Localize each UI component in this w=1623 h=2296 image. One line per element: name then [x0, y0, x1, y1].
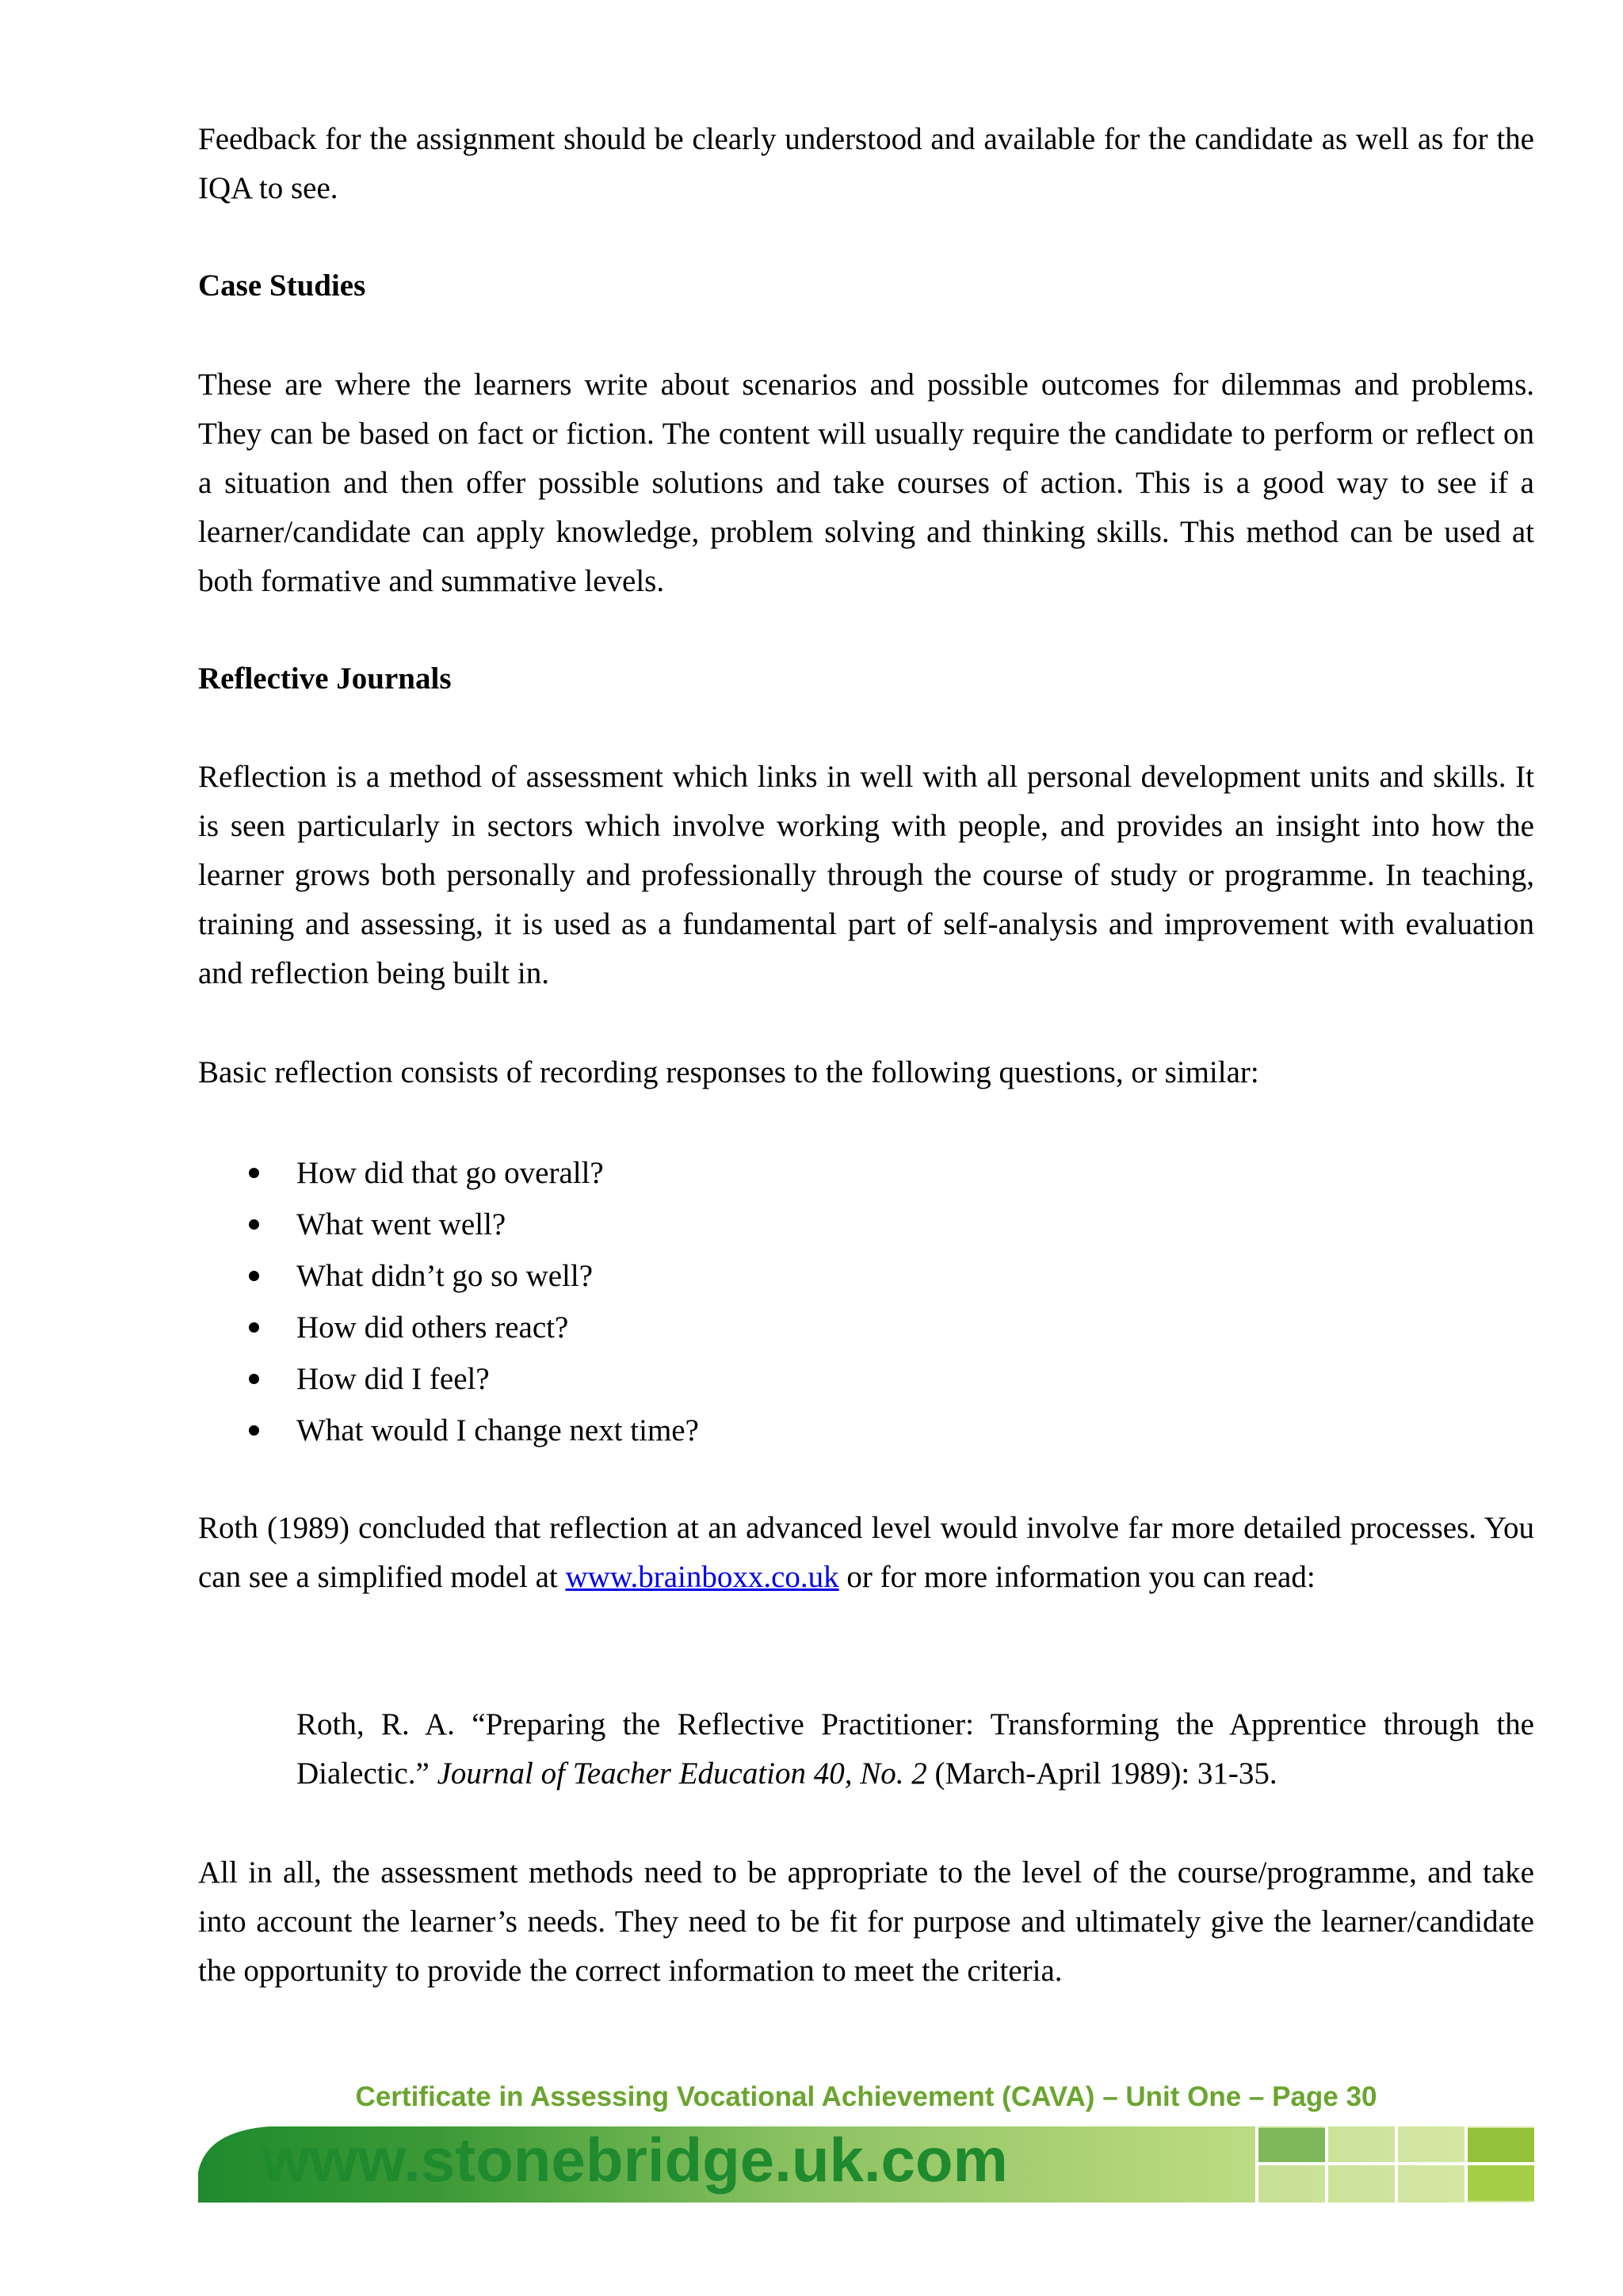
- basic-reflection-text: Basic reflection consists of recording responses to the following questions, or similar:: [198, 1055, 1259, 1089]
- bullet-icon: [249, 1425, 259, 1436]
- conclusion-paragraph: [198, 1848, 1534, 1996]
- reference-author-title: Roth, R. A. “Preparing the Reflective Practitioner: Transforming the Apprentice through the Dialectic.”: [296, 1707, 1534, 1791]
- question-text: How did that go overall?: [296, 1156, 604, 1190]
- conclusion-text: All in all, the assessment methods need to be appropriate to the level of the course/programme, and take into account the learner’s needs. They need to be fit for purpose and ultimately give the learner/candidate the opportunity to provide the correct information to meet the criteria.: [198, 1855, 1534, 1988]
- bullet-icon: [249, 1374, 259, 1384]
- question-text: How did I feel?: [296, 1362, 490, 1396]
- list-item: [198, 1250, 699, 1302]
- question-text: What didn’t go so well?: [296, 1259, 594, 1293]
- roth-text-start: Roth (1989) concluded that reflection at an advanced level would involve far more detailed processes. You can see a simplified model at: [198, 1511, 1534, 1594]
- case-studies-paragraph: [198, 360, 1534, 606]
- grid-cell: [1258, 2128, 1325, 2162]
- list-item: [198, 1405, 699, 1456]
- question-text: What went well?: [296, 1207, 506, 1241]
- grid-cell: [1468, 2128, 1534, 2162]
- reflection-questions-list: [198, 1147, 699, 1456]
- reference-date-pages: (March-April 1989): 31-35.: [926, 1756, 1277, 1791]
- intro-paragraph: [198, 115, 1534, 213]
- question-text: What would I change next time?: [296, 1413, 699, 1447]
- list-item: [198, 1353, 699, 1405]
- roth-paragraph: [198, 1504, 1534, 1602]
- reflection-paragraph: [198, 753, 1534, 998]
- bullet-icon: [249, 1322, 259, 1333]
- bullet-icon: [249, 1219, 259, 1230]
- reference-citation: [296, 1700, 1534, 1798]
- reflection-text: Reflection is a method of assessment which links in well with all personal development units and skills. It is seen particularly in sectors which involve working with people, and provides an insight into how the learner grows both personally and professionally through the course of study or programme. In teaching, training and assessing, it is used as a fundamental part of self-analysis and improvement with evaluation and reflection being built in.: [198, 760, 1534, 990]
- brainboxx-link[interactable]: www.brainboxx.co.uk: [565, 1560, 839, 1594]
- website-banner-text: www.stonebridge.uk.com: [262, 2125, 1008, 2195]
- basic-reflection-paragraph: [198, 1048, 1534, 1097]
- grid-cell: [1468, 2165, 1534, 2201]
- roth-text: [198, 1504, 1534, 1602]
- list-item: [198, 1199, 699, 1250]
- case-studies-heading: Case Studies: [198, 269, 366, 303]
- list-item: [198, 1147, 699, 1199]
- roth-text-end: or for more information you can read:: [838, 1560, 1316, 1594]
- case-studies-text: These are where the learners write about scenarios and possible outcomes for dilemmas and problems. They can be based on fact or fiction. The content will usually require the candidate to perform or reflect on a situation and then offer possible solutions and take courses of action. This is a good way to see if a learner/candidate can apply knowledge, problem solving and thinking skills. This method can be used at both formative and summative levels.: [198, 368, 1534, 598]
- intro-text: Feedback for the assignment should be clearly understood and available for the candidate as well as for the IQA to see.: [198, 122, 1534, 205]
- bullet-icon: [249, 1168, 259, 1178]
- question-text: How did others react?: [296, 1310, 569, 1344]
- footer-title: Certificate in Assessing Vocational Achievement (CAVA) – Unit One – Page 30: [355, 2081, 1377, 2112]
- reference-journal: Journal of Teacher Education 40, No. 2: [437, 1756, 927, 1791]
- bullet-icon: [249, 1271, 259, 1281]
- reflective-journals-heading: Reflective Journals: [198, 662, 452, 696]
- list-item: [198, 1302, 699, 1353]
